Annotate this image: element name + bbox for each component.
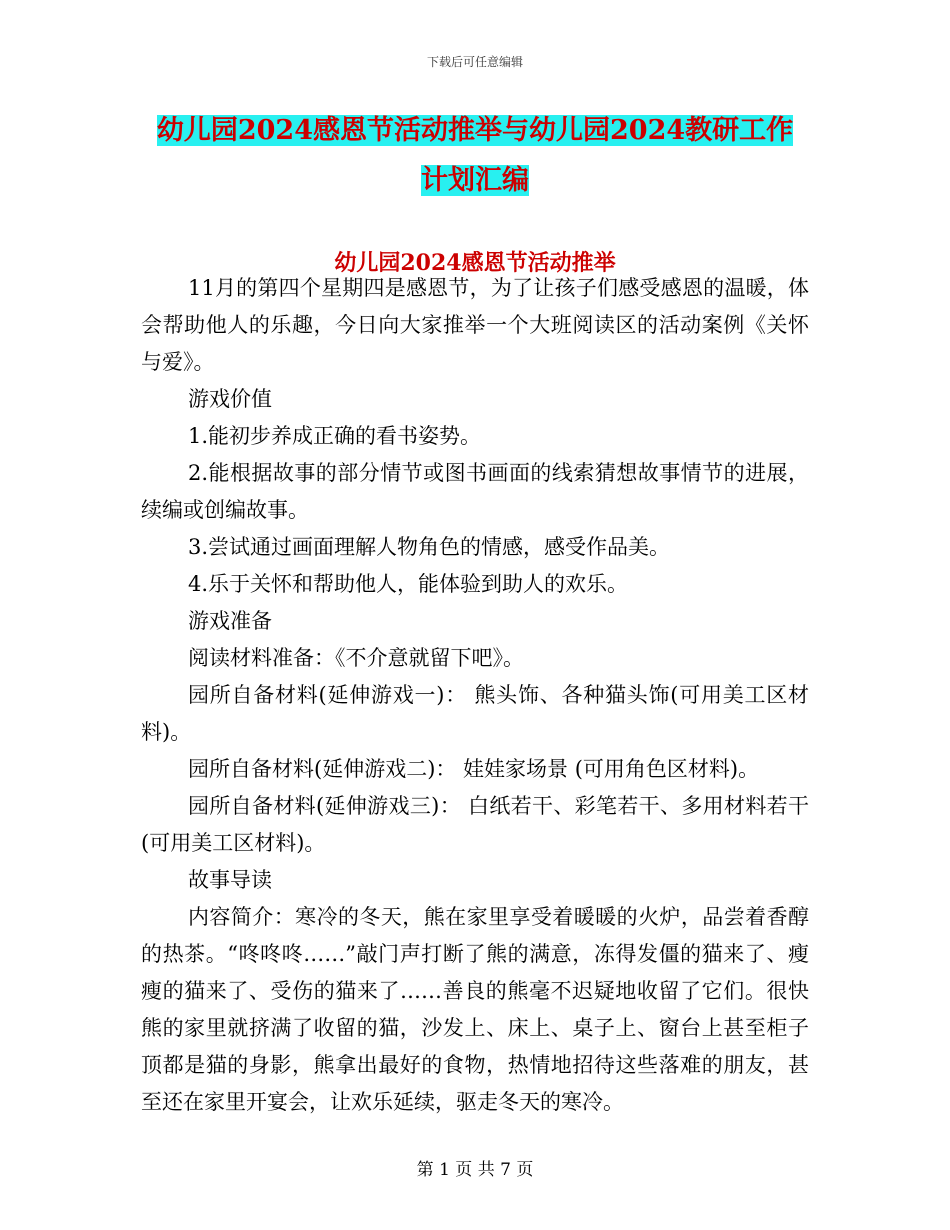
paragraph-reading-material: 阅读材料准备：《不介意就留下吧》。 bbox=[188, 646, 524, 670]
title-line-2: 计划汇编 bbox=[421, 165, 529, 196]
list-item: 3.尝试通过画面理解人物角色的情感，感受作品美。 bbox=[188, 535, 671, 559]
paragraph-summary: 内容简介：寒冷的冬天，熊在家里享受着暖暖的火炉，品尝着香醇的热茶。“咚咚咚……”敲门声打断了熊的满意，冻得发僵的猫来了、瘦瘦的猫来了、受伤的猫来了……善良的熊毫不迟疑地收留了它们。很快熊的家里就挤满了收留的猫，沙发上、床上、桌子上、窗台上甚至柜子顶都是猫的身影，熊拿出最好的食物，热情地招待这些落难的朋友，甚至还在家里开宴会，让欢乐延续，驱走冬天的寒冷。 bbox=[141, 905, 809, 1114]
document-title bbox=[140, 106, 810, 206]
list-item: 1.能初步养成正确的看书姿势。 bbox=[188, 424, 482, 448]
list-item: 2.能根据故事的部分情节或图书画面的线索猜想故事情节的进展，续编或创编故事。 bbox=[141, 461, 809, 522]
heading-game-prep: 游戏准备 bbox=[188, 609, 272, 633]
paragraph-material-3: 园所自备材料(延伸游戏三)： 白纸若干、彩笔若干、多用材料若干(可用美工区材料)。 bbox=[141, 794, 809, 855]
heading-story-guide: 故事导读 bbox=[188, 868, 272, 892]
section-title: 幼儿园2024感恩节活动推举 bbox=[334, 250, 616, 276]
heading-game-value: 游戏价值 bbox=[188, 387, 272, 411]
paragraph-material-1: 园所自备材料(延伸游戏一)： 熊头饰、各种猫头饰(可用美工区材料)。 bbox=[141, 683, 809, 744]
header-note: 下载后可任意编辑 bbox=[426, 55, 523, 69]
page-footer: 第 1 页 共 7 页 bbox=[416, 1160, 534, 1180]
title-line-1: 幼儿园2024感恩节活动推举与幼儿园2024教研工作 bbox=[156, 115, 794, 146]
list-item: 4.乐于关怀和帮助他人，能体验到助人的欢乐。 bbox=[188, 572, 629, 596]
document-body bbox=[141, 270, 809, 1121]
paragraph-intro: 11月的第四个星期四是感恩节，为了让孩子们感受感恩的温暖，体会帮助他人的乐趣，今日向大家推举一个大班阅读区的活动案例《关怀与爱》。 bbox=[141, 276, 809, 374]
paragraph-material-2: 园所自备材料(延伸游戏二)： 娃娃家场景 (可用角色区材料)。 bbox=[188, 757, 760, 781]
